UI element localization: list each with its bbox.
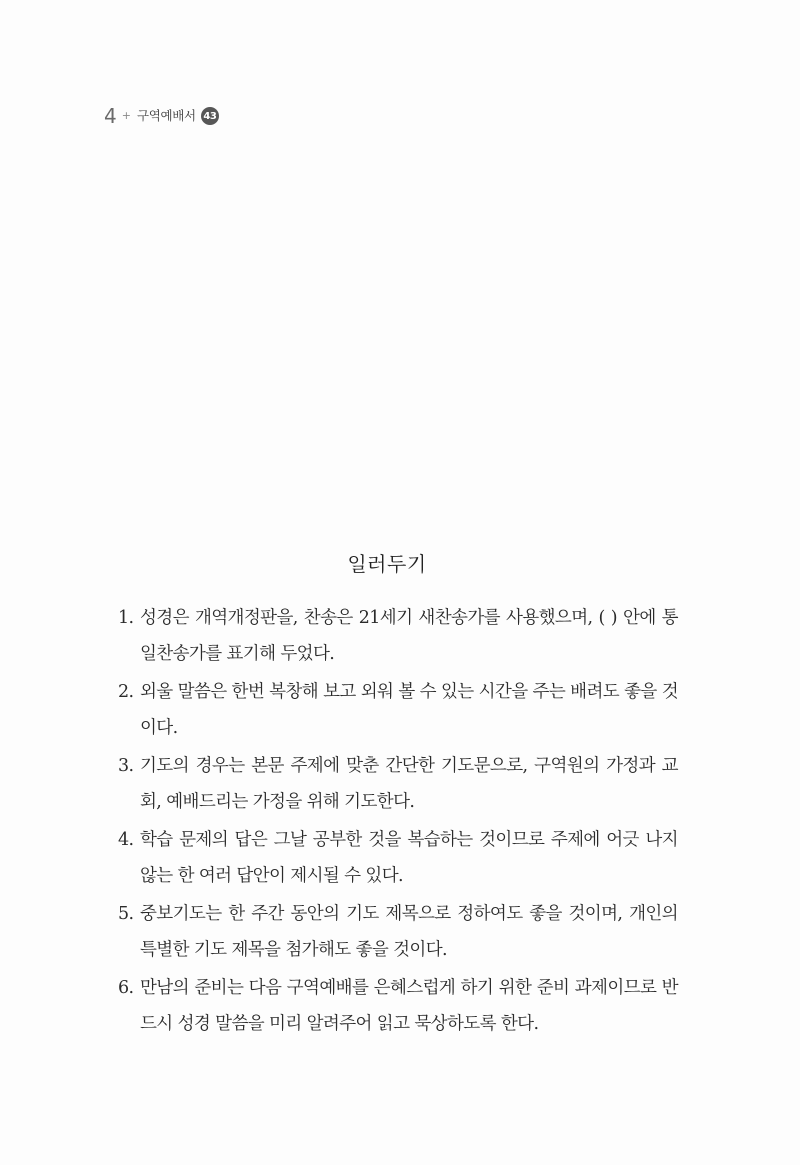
- running-header: [104, 103, 219, 129]
- note-item: [118, 822, 678, 894]
- note-item: [118, 896, 678, 968]
- note-item: [118, 970, 678, 1042]
- note-text: 학습 문제의 답은 그날 공부한 것을 복습하는 것이므로 주제에 어긋 나지 않는 한 여러 답안이 제시될 수 있다.: [140, 830, 678, 886]
- note-text: 성경은 개역개정판을, 찬송은 21세기 새찬송가를 사용했으며, ( ) 안에 통일찬송가를 표기해 두었다.: [140, 608, 678, 664]
- section-title: 일러두기: [347, 552, 427, 576]
- issue-number-badge: 43: [201, 107, 219, 125]
- note-item: [118, 600, 678, 672]
- note-item: [118, 674, 678, 746]
- notes-list: [118, 600, 678, 1044]
- note-item: [118, 748, 678, 820]
- note-number: 6.: [118, 978, 134, 998]
- note-text: 만남의 준비는 다음 구역예배를 은혜스럽게 하기 위한 준비 과제이므로 반드시 성경 말씀을 미리 알려주어 읽고 묵상하도록 한다.: [140, 978, 678, 1034]
- note-text: 기도의 경우는 본문 주제에 맞춘 간단한 기도문으로, 구역원의 가정과 교회, 예배드리는 가정을 위해 기도한다.: [140, 756, 678, 812]
- note-text: 외울 말씀은 한번 복창해 보고 외워 볼 수 있는 시간을 주는 배려도 좋을 것이다.: [140, 682, 678, 738]
- note-number: 3.: [118, 756, 134, 776]
- note-number: 2.: [118, 682, 134, 702]
- series-title: 구역예배서: [136, 108, 196, 123]
- note-number: 4.: [118, 830, 134, 850]
- note-number: 5.: [118, 904, 134, 924]
- note-number: 1.: [118, 608, 134, 628]
- header-separator: +: [121, 109, 131, 122]
- note-text: 중보기도는 한 주간 동안의 기도 제목으로 정하여도 좋을 것이며, 개인의 특별한 기도 제목을 첨가해도 좋을 것이다.: [140, 904, 678, 960]
- chapter-number: 4: [104, 104, 117, 128]
